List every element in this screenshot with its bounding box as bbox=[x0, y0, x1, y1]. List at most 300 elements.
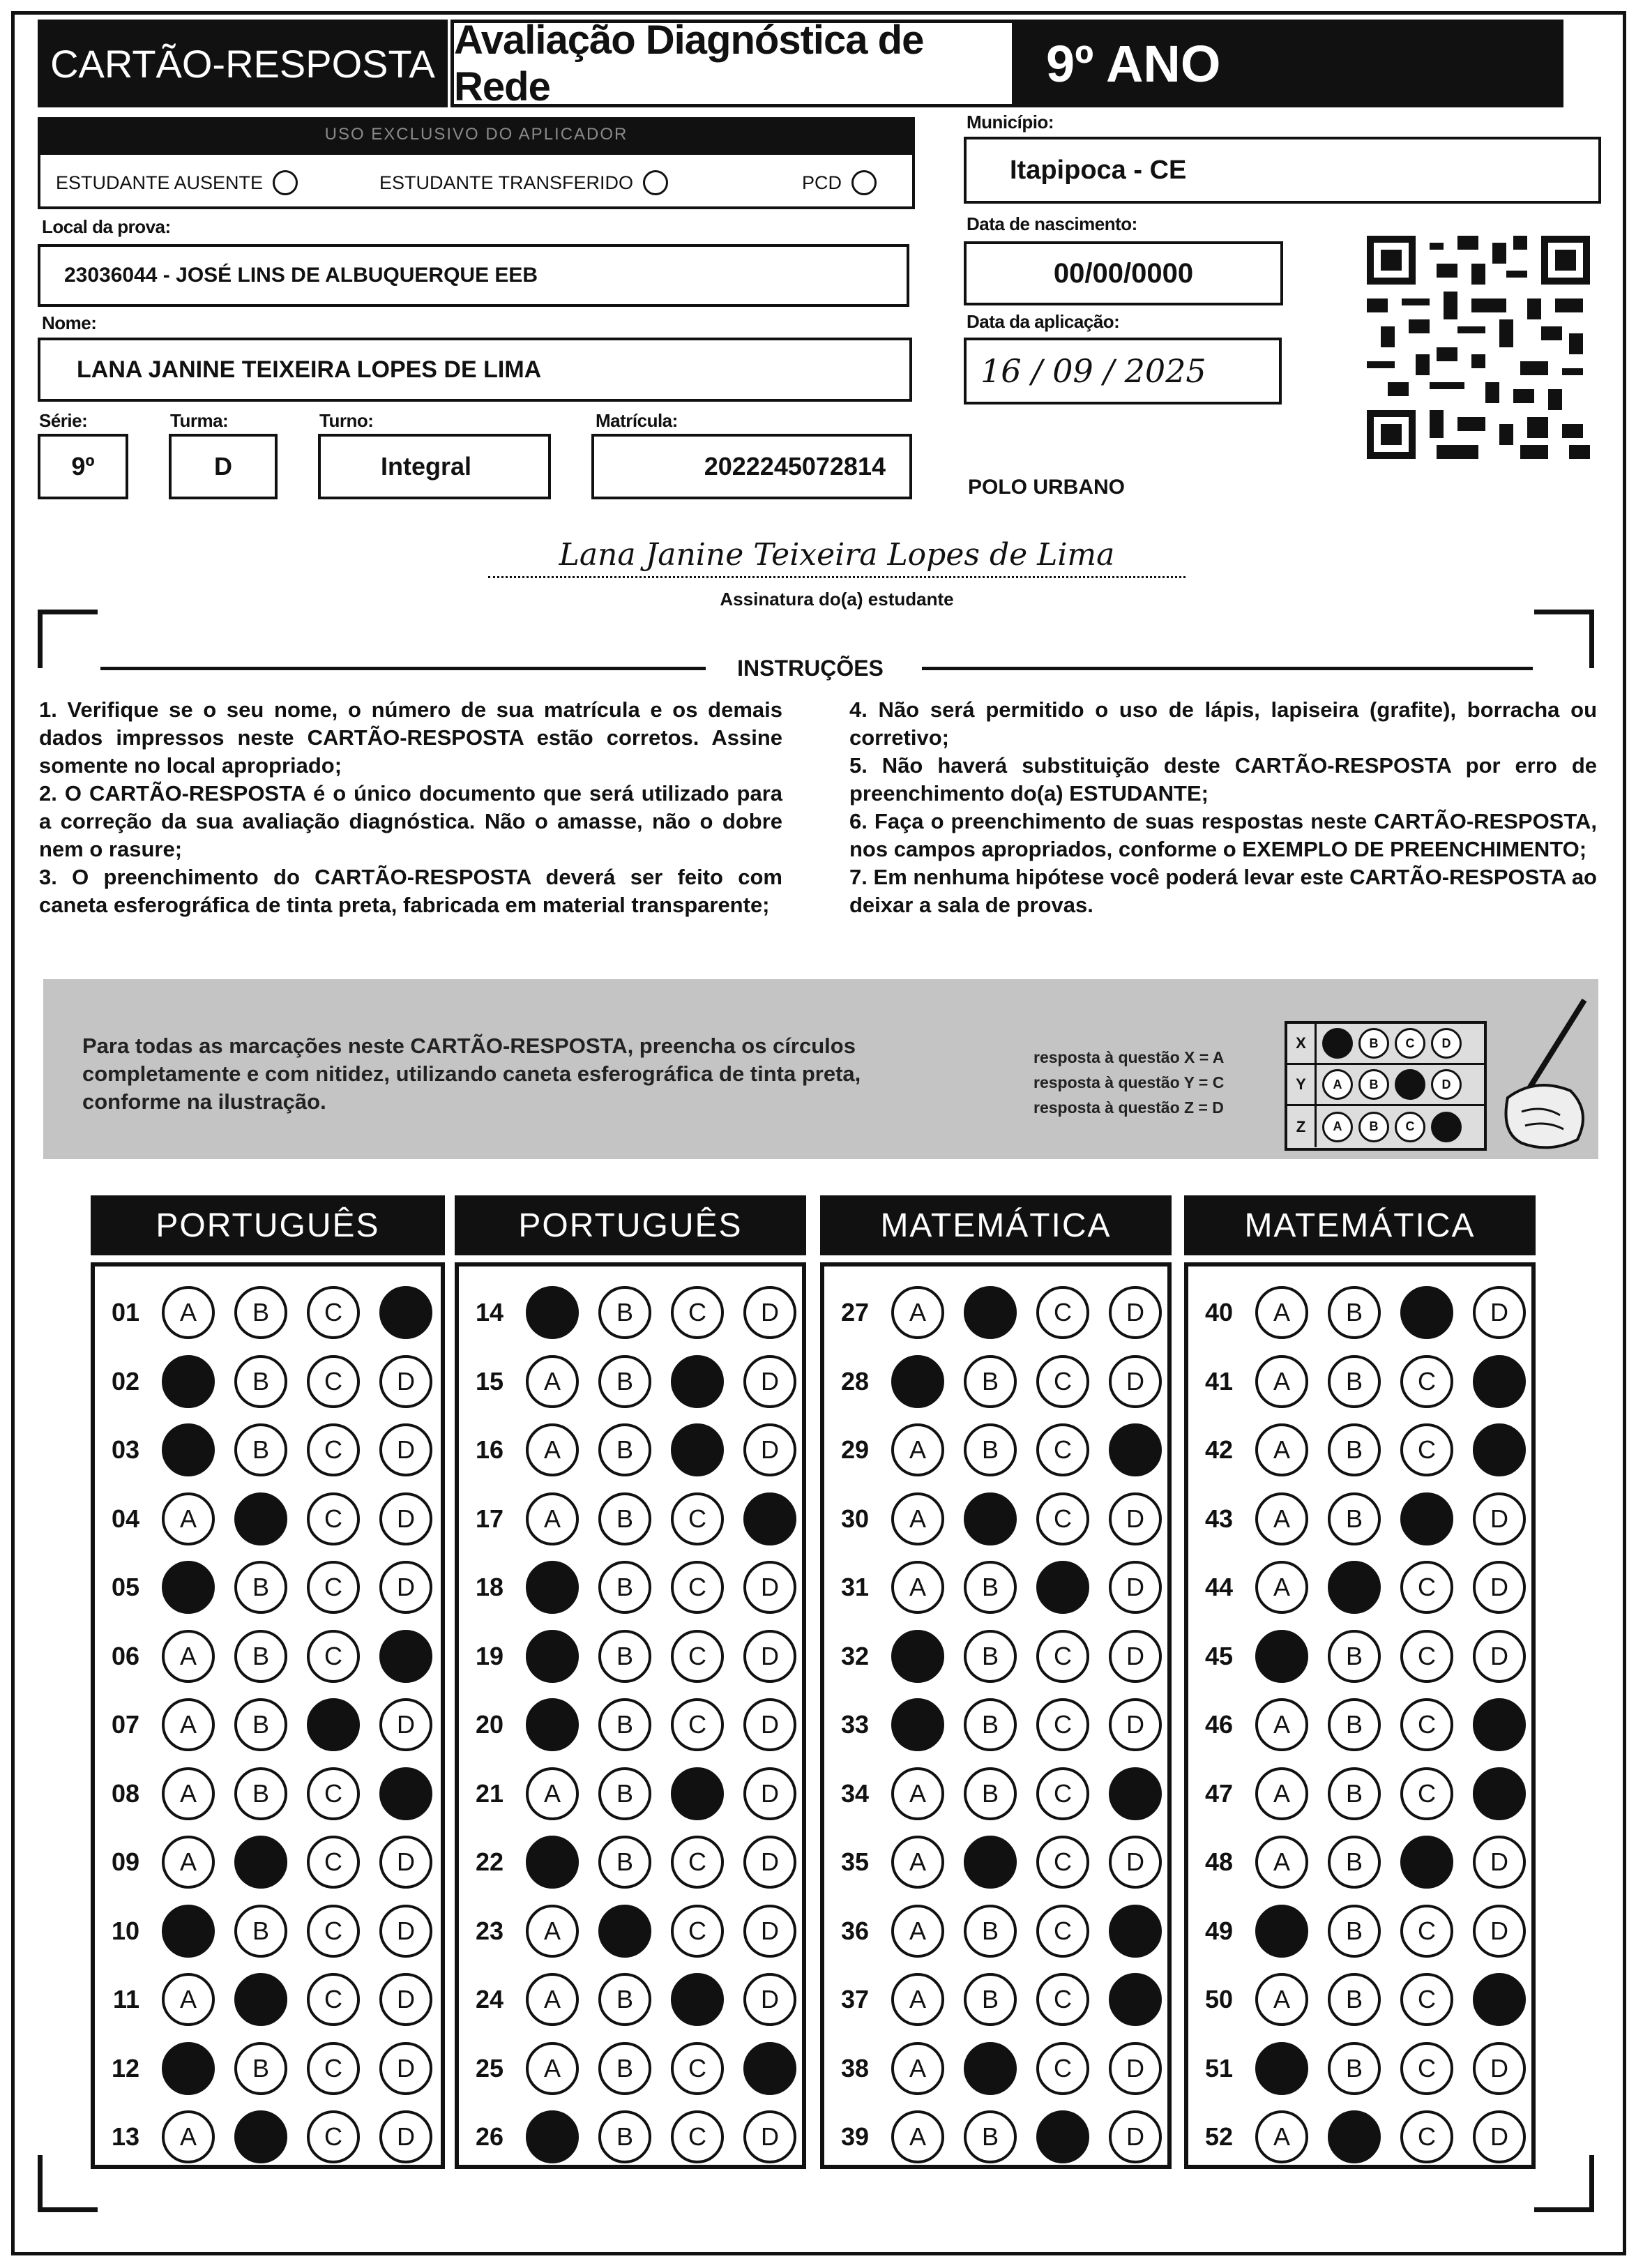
answer-bubble-b[interactable] bbox=[234, 2110, 287, 2163]
answer-bubble-c[interactable] bbox=[671, 1423, 724, 1476]
answer-bubble-a[interactable]: A bbox=[891, 1905, 944, 1958]
answer-bubble-d[interactable]: D bbox=[743, 1286, 796, 1339]
answer-bubble-a[interactable] bbox=[526, 1286, 579, 1339]
answer-bubble-d[interactable]: D bbox=[1473, 1286, 1526, 1339]
answer-bubble-b[interactable]: B bbox=[598, 1423, 651, 1476]
nascimento-field: 00/00/0000 bbox=[964, 241, 1283, 305]
answer-bubble-a[interactable]: A bbox=[526, 1973, 579, 2026]
turma-label: Turma: bbox=[170, 410, 229, 431]
answer-bubble-a[interactable]: A bbox=[891, 1836, 944, 1889]
answer-bubble-c[interactable] bbox=[1400, 1286, 1453, 1339]
answer-bubble-c[interactable] bbox=[1036, 2110, 1089, 2163]
answer-bubble-a[interactable] bbox=[526, 1561, 579, 1614]
answer-bubble-d[interactable]: D bbox=[379, 1698, 432, 1751]
question-row bbox=[459, 1767, 796, 1820]
answer-bubble-c[interactable]: C bbox=[1036, 2042, 1089, 2095]
instructions-title: INSTRUÇÕES bbox=[737, 656, 884, 681]
answer-bubble-a[interactable]: A bbox=[1255, 2110, 1308, 2163]
answer-bubble-a[interactable]: A bbox=[1255, 1698, 1308, 1751]
serie-field: 9º bbox=[38, 434, 128, 499]
question-number: 15 bbox=[475, 1366, 503, 1396]
question-row bbox=[824, 2042, 1162, 2095]
question-row bbox=[1188, 1561, 1526, 1614]
answer-bubble-d[interactable] bbox=[1109, 1905, 1162, 1958]
answer-bubble-a[interactable]: A bbox=[891, 1767, 944, 1820]
question-number: 13 bbox=[111, 2122, 139, 2151]
answer-bubble-b[interactable]: B bbox=[234, 1286, 287, 1339]
answer-bubble-c[interactable]: C bbox=[1400, 1767, 1453, 1820]
transferred-bubble[interactable] bbox=[643, 170, 668, 195]
answer-bubble-b[interactable]: B bbox=[964, 2110, 1017, 2163]
answer-bubble-a[interactable] bbox=[891, 1355, 944, 1408]
answer-bubble-b[interactable]: B bbox=[234, 1423, 287, 1476]
answer-bubble-a[interactable] bbox=[162, 1905, 215, 1958]
answer-bubble-a[interactable]: A bbox=[162, 1492, 215, 1545]
answer-bubble-d[interactable]: D bbox=[1109, 1286, 1162, 1339]
answer-bubble-d[interactable]: D bbox=[1109, 2042, 1162, 2095]
answer-bubble-c[interactable]: C bbox=[307, 1286, 360, 1339]
answer-bubble-c[interactable]: C bbox=[1036, 1698, 1089, 1751]
question-row bbox=[95, 1630, 432, 1683]
answer-bubble-a[interactable]: A bbox=[891, 1492, 944, 1545]
answer-bubble-c[interactable]: C bbox=[1036, 1492, 1089, 1545]
answer-bubble-a[interactable]: A bbox=[162, 1836, 215, 1889]
answer-bubble-c[interactable]: C bbox=[671, 1561, 724, 1614]
answer-bubble-a[interactable]: A bbox=[891, 1286, 944, 1339]
answer-bubble-d[interactable]: D bbox=[1109, 1355, 1162, 1408]
answer-bubble-d[interactable]: D bbox=[1109, 1561, 1162, 1614]
answer-bubble-b[interactable]: B bbox=[598, 1355, 651, 1408]
question-row bbox=[824, 1767, 1162, 1820]
question-row bbox=[95, 1905, 432, 1958]
answer-bubble-b[interactable] bbox=[1328, 2110, 1381, 2163]
serie-label: Série: bbox=[39, 410, 88, 431]
answer-bubble-b[interactable]: B bbox=[964, 1630, 1017, 1683]
answer-bubble-d[interactable]: D bbox=[1109, 2110, 1162, 2163]
example-row bbox=[1287, 1106, 1484, 1147]
answer-bubble-a[interactable]: A bbox=[162, 1630, 215, 1683]
question-row bbox=[459, 1973, 796, 2026]
answer-bubble-d[interactable]: D bbox=[379, 2042, 432, 2095]
answer-bubble-b[interactable]: B bbox=[598, 2042, 651, 2095]
pcd-label: PCD bbox=[802, 172, 842, 193]
qr-code-icon bbox=[1367, 236, 1590, 459]
municipio-field: Itapipoca - CE bbox=[964, 137, 1601, 204]
answer-bubble-c[interactable] bbox=[1400, 1836, 1453, 1889]
question-number: 42 bbox=[1204, 1435, 1233, 1464]
answer-bubble-b[interactable]: B bbox=[1328, 1423, 1381, 1476]
question-row bbox=[1188, 1905, 1526, 1958]
answer-bubble-d[interactable]: D bbox=[743, 1630, 796, 1683]
aplicacao-field: 16 / 09 / 2025 bbox=[964, 338, 1282, 405]
name-label: Nome: bbox=[42, 312, 97, 333]
question-number: 12 bbox=[111, 2053, 139, 2082]
answer-bubble-a[interactable]: A bbox=[162, 2110, 215, 2163]
matricula-label: Matrícula: bbox=[596, 410, 678, 431]
answer-bubble-c[interactable]: C bbox=[1036, 1905, 1089, 1958]
answer-bubble-b[interactable]: B bbox=[598, 1561, 651, 1614]
answer-bubble-d[interactable] bbox=[1473, 1973, 1526, 2026]
answer-bubble-c[interactable]: C bbox=[307, 1561, 360, 1614]
question-row bbox=[1188, 1630, 1526, 1683]
answer-bubble-d[interactable]: D bbox=[1473, 2042, 1526, 2095]
question-number: 44 bbox=[1204, 1573, 1233, 1601]
answer-bubble-b[interactable]: B bbox=[1328, 1630, 1381, 1683]
corner-mark-top-right bbox=[1534, 610, 1594, 668]
answer-bubble-b[interactable]: B bbox=[234, 1630, 287, 1683]
answer-bubble-c[interactable]: C bbox=[671, 2110, 724, 2163]
answer-bubble-a[interactable]: A bbox=[891, 1561, 944, 1614]
question-number: 49 bbox=[1204, 1916, 1233, 1945]
answer-bubble-a[interactable]: A bbox=[526, 1355, 579, 1408]
transferred-label: ESTUDANTE TRANSFERIDO bbox=[379, 172, 634, 193]
answer-bubble-b[interactable]: B bbox=[1328, 1767, 1381, 1820]
answer-bubble-a[interactable]: A bbox=[1255, 1355, 1308, 1408]
answer-bubble-b[interactable]: B bbox=[964, 1561, 1017, 1614]
answer-bubble-d[interactable]: D bbox=[379, 2110, 432, 2163]
answer-bubble-b[interactable] bbox=[1328, 1561, 1381, 1614]
answer-bubble-b[interactable] bbox=[234, 1836, 287, 1889]
absent-bubble[interactable] bbox=[273, 170, 298, 195]
answer-bubble-b[interactable]: B bbox=[964, 1973, 1017, 2026]
answer-bubble-d[interactable] bbox=[1109, 1423, 1162, 1476]
answer-bubble-a[interactable] bbox=[1255, 1905, 1308, 1958]
answer-bubble-c[interactable]: C bbox=[1400, 1561, 1453, 1614]
answer-bubble-d[interactable] bbox=[1473, 1767, 1526, 1820]
question-number: 33 bbox=[840, 1710, 869, 1739]
question-number: 08 bbox=[111, 1778, 139, 1808]
answer-bubble-a[interactable]: A bbox=[162, 1286, 215, 1339]
answer-bubble-d[interactable] bbox=[1473, 1355, 1526, 1408]
answer-bubble-b[interactable]: B bbox=[964, 1767, 1017, 1820]
question-row bbox=[95, 2110, 432, 2163]
answer-bubble-c[interactable]: C bbox=[307, 2110, 360, 2163]
transferred-option[interactable] bbox=[379, 170, 668, 195]
answer-bubble-d[interactable] bbox=[1109, 1767, 1162, 1820]
answer-bubble-b[interactable]: B bbox=[598, 1492, 651, 1545]
answer-bubble-d[interactable] bbox=[1473, 1698, 1526, 1751]
answer-bubble-d[interactable] bbox=[743, 1492, 796, 1545]
question-number: 34 bbox=[840, 1778, 869, 1808]
answer-bubble-a[interactable]: A bbox=[1255, 1767, 1308, 1820]
question-row bbox=[459, 2110, 796, 2163]
turno-field: Integral bbox=[318, 434, 551, 499]
answer-bubble-a[interactable]: A bbox=[1255, 1973, 1308, 2026]
answer-bubble-a[interactable]: A bbox=[162, 1973, 215, 2026]
answer-bubble-a[interactable] bbox=[162, 1355, 215, 1408]
answer-bubble-d[interactable] bbox=[743, 2042, 796, 2095]
answer-bubble-c[interactable]: C bbox=[1036, 1630, 1089, 1683]
question-number: 06 bbox=[111, 1641, 139, 1670]
answer-bubble-a[interactable] bbox=[162, 1423, 215, 1476]
answer-bubble-a[interactable]: A bbox=[526, 1423, 579, 1476]
answer-bubble-a[interactable]: A bbox=[891, 2110, 944, 2163]
example-legend-y: resposta à questão Y = C bbox=[1033, 1073, 1225, 1091]
question-row bbox=[824, 1698, 1162, 1751]
absent-option[interactable] bbox=[56, 170, 298, 195]
answer-bubble-b[interactable]: B bbox=[598, 1698, 651, 1751]
answer-bubble-d[interactable]: D bbox=[743, 1836, 796, 1889]
answer-bubble-c[interactable]: C bbox=[671, 1905, 724, 1958]
answer-bubble-c[interactable]: C bbox=[671, 1836, 724, 1889]
answer-bubble-b[interactable]: B bbox=[1328, 1973, 1381, 2026]
filling-example-panel bbox=[43, 979, 1598, 1159]
answer-bubble-d[interactable]: D bbox=[1109, 1698, 1162, 1751]
column-header-4: MATEMÁTICA bbox=[1184, 1195, 1536, 1255]
answer-bubble-c[interactable]: C bbox=[1036, 1767, 1089, 1820]
answer-bubble-c[interactable]: C bbox=[671, 1286, 724, 1339]
answer-bubble-d[interactable]: D bbox=[743, 1423, 796, 1476]
nascimento-label: Data de nascimento: bbox=[967, 213, 1137, 234]
question-number: 19 bbox=[475, 1641, 503, 1670]
answer-column-2 bbox=[455, 1262, 806, 2169]
answer-bubble-a[interactable]: A bbox=[162, 1698, 215, 1751]
answer-bubble-a[interactable]: A bbox=[1255, 1561, 1308, 1614]
answer-bubble-c[interactable]: C bbox=[671, 1630, 724, 1683]
answer-bubble-c[interactable]: C bbox=[307, 1355, 360, 1408]
answer-bubble-d[interactable] bbox=[1473, 1423, 1526, 1476]
signature-label: Assinatura do(a) estudante bbox=[720, 589, 954, 610]
answer-bubble-b[interactable]: B bbox=[234, 1561, 287, 1614]
answer-bubble-d[interactable]: D bbox=[1473, 1630, 1526, 1683]
answer-bubble-d[interactable]: D bbox=[379, 1905, 432, 1958]
answer-bubble-b[interactable] bbox=[964, 1286, 1017, 1339]
answer-bubble-a[interactable] bbox=[1255, 1630, 1308, 1683]
answer-bubble-a[interactable] bbox=[891, 1698, 944, 1751]
answer-column-1 bbox=[91, 1262, 445, 2169]
answer-bubble-a[interactable] bbox=[526, 1630, 579, 1683]
answer-bubble-b[interactable] bbox=[598, 1905, 651, 1958]
answer-bubble-a[interactable]: A bbox=[526, 1905, 579, 1958]
question-number: 23 bbox=[475, 1916, 503, 1945]
answer-bubble-b[interactable]: B bbox=[234, 1698, 287, 1751]
example-row-label: Z bbox=[1287, 1106, 1317, 1147]
question-row bbox=[459, 2042, 796, 2095]
answer-bubble-d[interactable] bbox=[379, 1630, 432, 1683]
answer-bubble-b[interactable]: B bbox=[234, 1767, 287, 1820]
turma-field: D bbox=[169, 434, 278, 499]
answer-bubble-d[interactable]: D bbox=[1473, 1905, 1526, 1958]
answer-bubble-d[interactable]: D bbox=[1109, 1630, 1162, 1683]
answer-bubble-d[interactable]: D bbox=[1109, 1836, 1162, 1889]
answer-bubble-c[interactable]: C bbox=[1400, 1423, 1453, 1476]
answer-bubble-b[interactable]: B bbox=[1328, 2042, 1381, 2095]
answer-bubble-d[interactable]: D bbox=[743, 1973, 796, 2026]
answer-bubble-b[interactable]: B bbox=[234, 1905, 287, 1958]
answer-bubble-d[interactable]: D bbox=[379, 1492, 432, 1545]
answer-bubble-d[interactable]: D bbox=[379, 1836, 432, 1889]
answer-bubble-d[interactable] bbox=[1109, 1973, 1162, 2026]
answer-bubble-c[interactable]: C bbox=[1036, 1836, 1089, 1889]
answer-bubble-c[interactable]: C bbox=[1400, 1630, 1453, 1683]
answer-bubble-d[interactable] bbox=[379, 1767, 432, 1820]
answer-bubble-b[interactable]: B bbox=[964, 1905, 1017, 1958]
answer-bubble-c[interactable]: C bbox=[307, 1836, 360, 1889]
question-number: 38 bbox=[840, 2053, 869, 2082]
answer-bubble-d[interactable]: D bbox=[1473, 2110, 1526, 2163]
answer-bubble-a[interactable]: A bbox=[162, 1767, 215, 1820]
question-row bbox=[95, 1492, 432, 1545]
example-bubble: A bbox=[1322, 1069, 1353, 1100]
answer-bubble-b[interactable]: B bbox=[964, 1423, 1017, 1476]
answer-bubble-a[interactable] bbox=[891, 1630, 944, 1683]
answer-bubble-b[interactable]: B bbox=[1328, 1905, 1381, 1958]
question-number: 02 bbox=[111, 1366, 139, 1396]
answer-bubble-a[interactable]: A bbox=[1255, 1286, 1308, 1339]
answer-bubble-d[interactable]: D bbox=[1473, 1561, 1526, 1614]
example-bubble: D bbox=[1431, 1069, 1462, 1100]
answer-bubble-d[interactable]: D bbox=[743, 1698, 796, 1751]
answer-bubble-a[interactable] bbox=[1255, 2042, 1308, 2095]
pcd-bubble[interactable] bbox=[851, 170, 877, 195]
column-header-2: PORTUGUÊS bbox=[455, 1195, 806, 1255]
answer-bubble-c[interactable]: C bbox=[307, 1905, 360, 1958]
answer-bubble-b[interactable]: B bbox=[598, 1286, 651, 1339]
answer-bubble-d[interactable]: D bbox=[1473, 1836, 1526, 1889]
question-number: 36 bbox=[840, 1916, 869, 1945]
answer-bubble-c[interactable]: C bbox=[307, 2042, 360, 2095]
answer-bubble-b[interactable]: B bbox=[598, 1973, 651, 2026]
answer-bubble-b[interactable] bbox=[964, 1836, 1017, 1889]
question-number: 45 bbox=[1204, 1641, 1233, 1670]
answer-bubble-d[interactable]: D bbox=[743, 1905, 796, 1958]
answer-bubble-b[interactable] bbox=[234, 1492, 287, 1545]
answer-bubble-c[interactable]: C bbox=[1036, 1286, 1089, 1339]
answer-bubble-c[interactable]: C bbox=[1036, 1423, 1089, 1476]
answer-bubble-d[interactable]: D bbox=[743, 1767, 796, 1820]
answer-bubble-d[interactable]: D bbox=[743, 1355, 796, 1408]
answer-bubble-a[interactable]: A bbox=[526, 2042, 579, 2095]
polo-label: POLO URBANO bbox=[968, 476, 1125, 499]
signature-line bbox=[488, 576, 1186, 578]
answer-bubble-d[interactable]: D bbox=[379, 1423, 432, 1476]
example-text: Para todas as marcações neste CARTÃO-RESPOSTA, preencha os círculos completamente e com nitidez, utilizando caneta esferográfica de tinta preta, conforme na ilustração. bbox=[82, 1034, 861, 1114]
answer-bubble-b[interactable] bbox=[234, 1973, 287, 2026]
answer-bubble-a[interactable] bbox=[162, 1561, 215, 1614]
header-grade: 9º ANO bbox=[1015, 20, 1563, 107]
example-legend bbox=[1033, 1045, 1224, 1120]
answer-bubble-c[interactable] bbox=[671, 1355, 724, 1408]
answer-bubble-c[interactable]: C bbox=[671, 1698, 724, 1751]
answer-bubble-d[interactable]: D bbox=[379, 1561, 432, 1614]
answer-bubble-c[interactable]: C bbox=[1400, 2042, 1453, 2095]
answer-bubble-b[interactable]: B bbox=[1328, 1836, 1381, 1889]
question-row bbox=[459, 1492, 796, 1545]
pcd-option[interactable] bbox=[802, 170, 877, 195]
answer-bubble-a[interactable]: A bbox=[1255, 1423, 1308, 1476]
answer-bubble-c[interactable]: C bbox=[307, 1973, 360, 2026]
answer-bubble-c[interactable]: C bbox=[307, 1767, 360, 1820]
answer-bubble-a[interactable] bbox=[162, 2042, 215, 2095]
answer-bubble-c[interactable] bbox=[671, 1767, 724, 1820]
answer-bubble-c[interactable]: C bbox=[307, 1492, 360, 1545]
answer-bubble-b[interactable]: B bbox=[1328, 1492, 1381, 1545]
answer-bubble-c[interactable] bbox=[1400, 1492, 1453, 1545]
answer-bubble-c[interactable]: C bbox=[1400, 1355, 1453, 1408]
answer-bubble-c[interactable]: C bbox=[1036, 1355, 1089, 1408]
answer-bubble-a[interactable]: A bbox=[526, 1492, 579, 1545]
answer-bubble-b[interactable]: B bbox=[1328, 1286, 1381, 1339]
answer-bubble-c[interactable]: C bbox=[1400, 1973, 1453, 2026]
example-row bbox=[1287, 1065, 1484, 1106]
question-row bbox=[824, 1492, 1162, 1545]
answer-bubble-a[interactable] bbox=[526, 1836, 579, 1889]
answer-bubble-c[interactable]: C bbox=[1036, 1973, 1089, 2026]
answer-bubble-c[interactable]: C bbox=[1400, 2110, 1453, 2163]
answer-bubble-c[interactable]: C bbox=[1400, 1905, 1453, 1958]
answer-bubble-b[interactable]: B bbox=[598, 2110, 651, 2163]
question-row bbox=[95, 2042, 432, 2095]
question-number: 18 bbox=[475, 1573, 503, 1601]
answer-bubble-c[interactable] bbox=[671, 1973, 724, 2026]
question-row bbox=[459, 1905, 796, 1958]
answer-bubble-c[interactable]: C bbox=[307, 1630, 360, 1683]
answer-bubble-a[interactable]: A bbox=[1255, 1492, 1308, 1545]
question-number: 43 bbox=[1204, 1504, 1233, 1533]
example-bubble: B bbox=[1358, 1112, 1389, 1142]
answer-bubble-a[interactable]: A bbox=[891, 1423, 944, 1476]
matricula-field: 2022245072814 bbox=[591, 434, 912, 499]
answer-bubble-d[interactable]: D bbox=[743, 2110, 796, 2163]
example-legend-x: resposta à questão X = A bbox=[1033, 1048, 1225, 1066]
answer-bubble-d[interactable]: D bbox=[379, 1973, 432, 2026]
example-bubble bbox=[1322, 1028, 1353, 1059]
student-signature: Lana Janine Teixeira Lopes de Lima bbox=[559, 537, 1115, 573]
answer-bubble-a[interactable]: A bbox=[891, 2042, 944, 2095]
answer-bubble-b[interactable]: B bbox=[964, 1698, 1017, 1751]
answer-bubble-d[interactable]: D bbox=[1473, 1492, 1526, 1545]
answer-bubble-a[interactable] bbox=[526, 1698, 579, 1751]
answer-bubble-d[interactable]: D bbox=[1109, 1492, 1162, 1545]
answer-bubble-b[interactable]: B bbox=[598, 1767, 651, 1820]
answer-bubble-a[interactable] bbox=[526, 2110, 579, 2163]
column-header-3: MATEMÁTICA bbox=[820, 1195, 1172, 1255]
answer-bubble-b[interactable]: B bbox=[598, 1836, 651, 1889]
answer-bubble-c[interactable]: C bbox=[1400, 1698, 1453, 1751]
answer-bubble-b[interactable]: B bbox=[1328, 1355, 1381, 1408]
answer-bubble-b[interactable]: B bbox=[234, 2042, 287, 2095]
answer-bubble-b[interactable]: B bbox=[1328, 1698, 1381, 1751]
question-number: 28 bbox=[840, 1366, 869, 1396]
question-number: 40 bbox=[1204, 1298, 1233, 1326]
question-row bbox=[824, 1836, 1162, 1889]
example-bubble: D bbox=[1431, 1028, 1462, 1059]
answer-bubble-a[interactable]: A bbox=[1255, 1836, 1308, 1889]
answer-bubble-c[interactable]: C bbox=[671, 1492, 724, 1545]
answer-bubble-b[interactable]: B bbox=[964, 1355, 1017, 1408]
answer-bubble-a[interactable]: A bbox=[526, 1767, 579, 1820]
answer-bubble-b[interactable]: B bbox=[234, 1355, 287, 1408]
answer-bubble-b[interactable]: B bbox=[598, 1630, 651, 1683]
answer-bubble-b[interactable] bbox=[964, 1492, 1017, 1545]
answer-bubble-c[interactable] bbox=[1036, 1561, 1089, 1614]
answer-column-4 bbox=[1184, 1262, 1536, 2169]
question-number: 09 bbox=[111, 1847, 139, 1876]
question-number: 32 bbox=[840, 1641, 869, 1670]
answer-bubble-d[interactable]: D bbox=[379, 1355, 432, 1408]
answer-bubble-c[interactable]: C bbox=[671, 2042, 724, 2095]
answer-bubble-d[interactable] bbox=[379, 1286, 432, 1339]
question-number: 47 bbox=[1204, 1778, 1233, 1808]
answer-bubble-b[interactable] bbox=[964, 2042, 1017, 2095]
answer-bubble-a[interactable]: A bbox=[891, 1973, 944, 2026]
question-row bbox=[95, 1836, 432, 1889]
example-bubble: A bbox=[1322, 1112, 1353, 1142]
answer-bubble-c[interactable]: C bbox=[307, 1423, 360, 1476]
answer-bubble-c[interactable] bbox=[307, 1698, 360, 1751]
answer-bubble-d[interactable]: D bbox=[743, 1561, 796, 1614]
question-row bbox=[459, 1561, 796, 1614]
